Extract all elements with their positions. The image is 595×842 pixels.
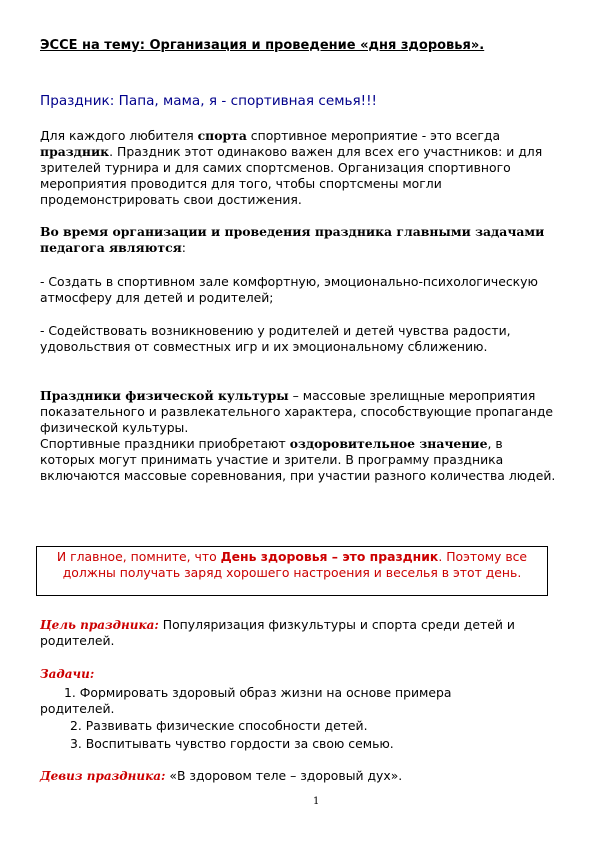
intro-text-1: Для каждого любителя xyxy=(40,128,198,143)
holiday-subtitle: Праздник: Папа, мама, я - спортивная семья!!! xyxy=(40,93,378,109)
goal-label: Цель праздника: xyxy=(40,618,159,632)
goal-item-1: - Создать в спортивном зале комфортную, эмоционально-психологическую атмосферу для детей и родителей; xyxy=(40,274,538,305)
holiday-motto xyxy=(40,768,402,784)
motto-text: «В здоровом теле – здоровый дух». xyxy=(165,768,403,783)
callout-text-1: И главное, помните, что xyxy=(56,549,221,564)
tasks-intro-colon: : xyxy=(181,240,186,255)
motto-label: Девиз праздника: xyxy=(40,769,166,783)
page-number: 1 xyxy=(313,796,320,807)
intro-text-3: . Праздник этот одинаково важен для всех его участников: и для зрителей турнира и для самих спортсменов. Организация спортивного мероприятия проводится для того, чтобы спортсмены могли продемонстрировать свои достижения. xyxy=(40,144,543,207)
callout-text-2: . Поэтому все должны получать заряд хорошего настроения и веселья в этот день. xyxy=(62,549,528,580)
sport-holidays-paragraph xyxy=(40,436,560,484)
essay-title: ЭССЕ на тему: Организация и проведение «дня здоровья». xyxy=(40,38,485,53)
task-item-1: 1. Формировать здоровый образ жизни на основе примера xyxy=(64,685,452,700)
intro-bold-sport: спорта xyxy=(197,128,247,143)
holiday-goal xyxy=(40,617,560,649)
tasks-label: Задачи: xyxy=(40,667,95,681)
task-item-3: 3. Воспитывать чувство гордости за свою семью. xyxy=(70,736,394,751)
holidays-definition-bold: Праздники физической культуры xyxy=(40,388,289,403)
holidays-definition xyxy=(40,388,560,436)
intro-bold-holiday: праздник xyxy=(40,144,110,159)
task-item-2: 2. Развивать физические способности детей. xyxy=(70,718,368,733)
intro-text-2: спортивное мероприятие - это всегда xyxy=(246,128,501,143)
task-item-1-continuation: родителей. xyxy=(40,701,115,716)
sport-holidays-bold: оздоровительное значение xyxy=(289,436,488,451)
intro-paragraph xyxy=(40,128,560,208)
sport-holidays-text-2: , в которых могут принимать участие и зрители. В программу праздника включаются массовые соревнования, при участии разного количества людей. xyxy=(40,436,556,483)
goal-text: Популяризация физкультуры и спорта среди детей и родителей. xyxy=(40,617,515,648)
callout-box xyxy=(36,546,548,596)
goal-item-2: - Содействовать возникновению у родителей и детей чувства радости, удовольствия от совместных игр и их эмоциональному сближению. xyxy=(40,323,511,354)
holidays-definition-text: – массовые зрелищные мероприятия показательного и развлекательного характера, способствующие пропаганде физической культуры. xyxy=(40,388,554,435)
sport-holidays-text-1: Спортивные праздники приобретают xyxy=(40,436,290,451)
callout-bold: День здоровья – это праздник xyxy=(220,549,439,564)
tasks-intro-bold: Во время организации и проведения праздника главными задачами педагога являются xyxy=(40,224,545,255)
tasks-intro-paragraph xyxy=(40,224,560,256)
